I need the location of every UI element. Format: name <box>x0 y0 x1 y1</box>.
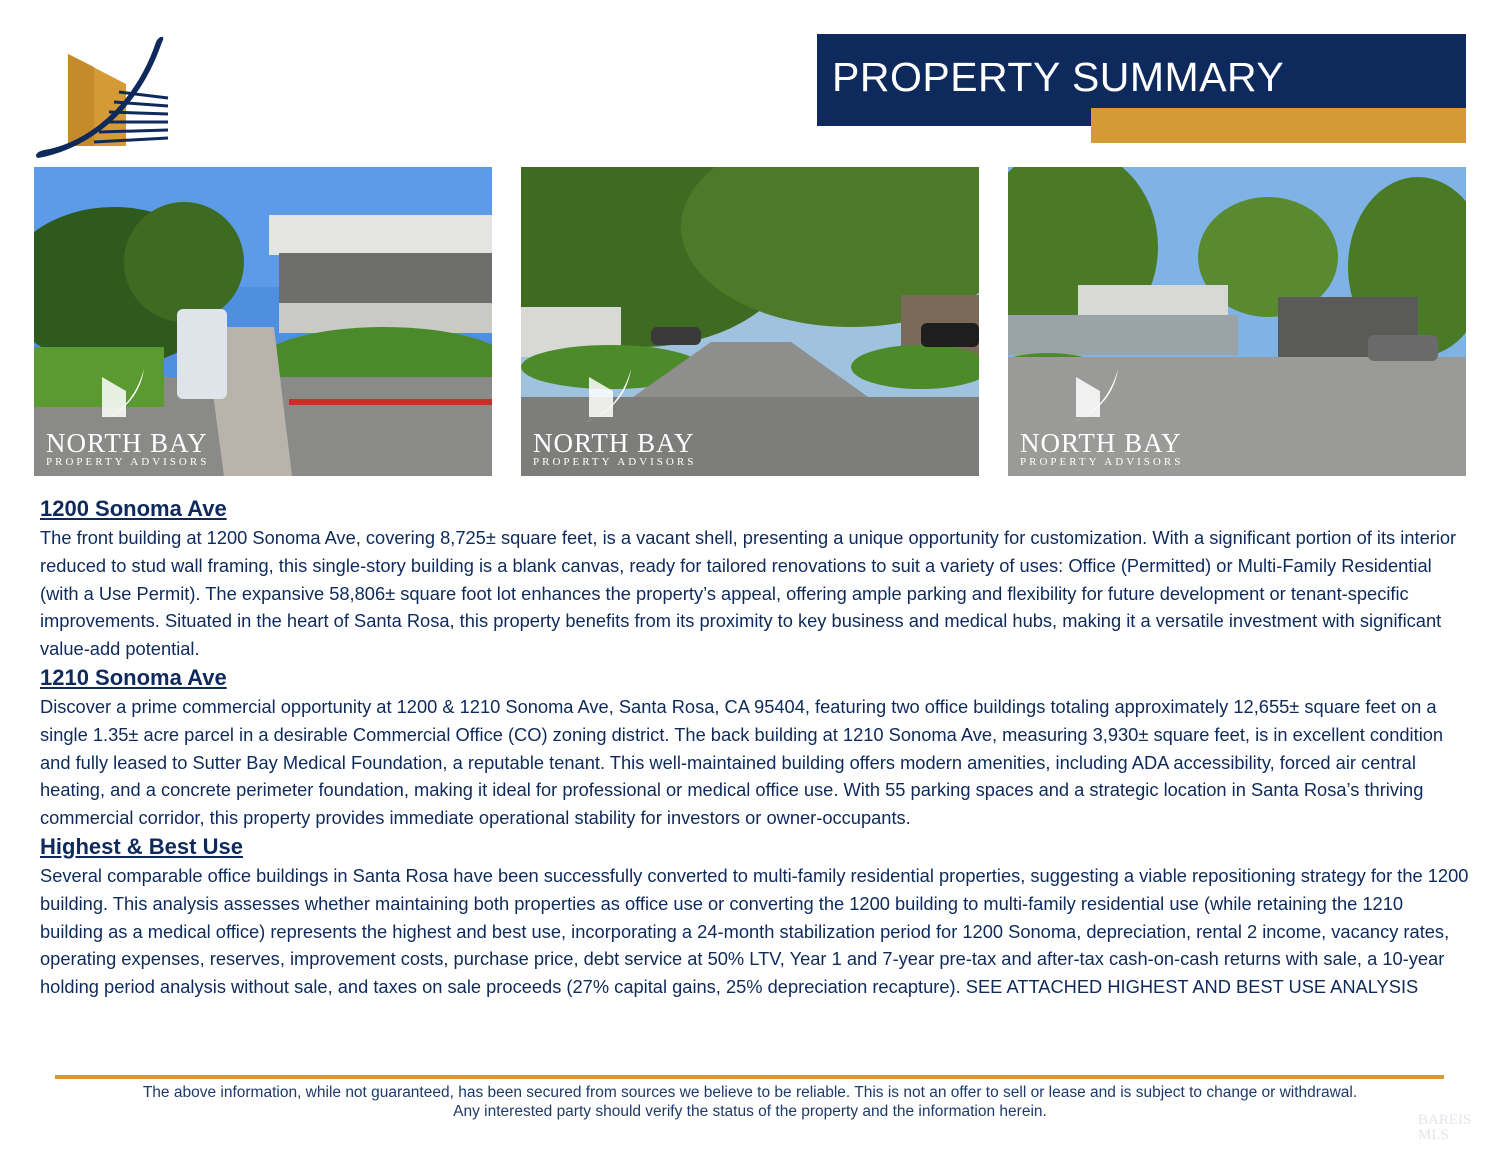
footer-divider <box>55 1075 1444 1079</box>
disclaimer-line-2: Any interested party should verify the status of the property and the information herein. <box>453 1103 1047 1120</box>
property-photo-2 <box>521 167 979 476</box>
property-photo-1 <box>34 167 492 476</box>
watermark-logo-icon <box>96 367 146 422</box>
watermark-logo-icon <box>1070 367 1120 422</box>
section-heading-1200-sonoma: 1200 Sonoma Ave <box>40 496 227 521</box>
watermark-logo-icon <box>583 367 633 422</box>
title-accent-bar <box>1091 108 1466 143</box>
summary-content <box>40 494 1470 1001</box>
page-title: PROPERTY SUMMARY <box>832 54 1285 100</box>
photo-watermark: NORTH BAY PROPERTY ADVISORS <box>533 428 697 468</box>
photo-watermark: NORTH BAY PROPERTY ADVISORS <box>46 428 210 468</box>
section-heading-highest-best-use: Highest & Best Use <box>40 833 243 859</box>
property-photo-3 <box>1008 167 1466 476</box>
footer-disclaimer <box>0 1083 1500 1121</box>
company-logo <box>34 34 174 164</box>
section-heading-1210-sonoma: 1210 Sonoma Ave <box>40 664 227 690</box>
section-body-1210-sonoma: Discover a prime commercial opportunity at 1200 & 1210 Sonoma Ave, Santa Rosa, CA 95404, featuring two office buildings totaling approximately 12,655± square feet on a single 1.35± acre parcel in a desirable Commercial Office (CO) zoning district. The back building at 1210 Sonoma Ave, measuring 3,930± square feet, is in excellent condition and fully leased to Sutter Bay Medical Foundation, a reputable tenant. This well-maintained building offers modern amenities, including ADA accessibility, forced air central heating, and a concrete perimeter foundation, making it ideal for professional or medical office use. With 55 parking spaces and a strategic location in Santa Rosa’s thriving commercial corridor, this property provides immediate operational stability for investors or owner-occupants. <box>40 695 1444 829</box>
section-body-1200-sonoma: The front building at 1200 Sonoma Ave, covering 8,725± square feet, is a vacant shell, presenting a unique opportunity for customization. With a significant portion of its interior reduced to stud wall framing, this single-story building is a blank canvas, ready for tailored renovations to suit a variety of uses: Office (Permitted) or Multi-Family Residential (with a Use Permit). The expansive 58,806± square foot lot enhances the property’s appeal, offering ample parking and flexibility for future development or tenant-specific improvements. Situated in the heart of Santa Rosa, this property benefits from its proximity to key business and medical hubs, making it a versatile investment with significant value-add potential. <box>40 527 1457 660</box>
disclaimer-line-1: The above information, while not guaranteed, has been secured from sources we believe to be reliable. This is not an offer to sell or lease and is subject to change or withdrawal. <box>142 1084 1358 1101</box>
section-body-highest-best-use: Several comparable office buildings in Santa Rosa have been successfully converted to multi-family residential properties, suggesting a viable repositioning strategy for the 1200 building. This analysis assesses whether maintaining both properties as office use or converting the 1200 building to multi-family residential use (while retaining the 1210 building as a medical office) represents the highest and best use, incorporating a 24-month stabilization period for 1200 Sonoma, depreciation, rental 2 income, vacancy rates, operating expenses, reserves, improvement costs, purchase price, debt service at 50% LTV, Year 1 and 7-year pre-tax and after-tax cash-on-cash returns with sale, a 10-year holding period analysis without sale, and taxes on sale proceeds (27% capital gains, 25% depreciation recapture). SEE ATTACHED HIGHEST AND BEST USE ANALYSIS <box>40 864 1469 998</box>
mls-badge: BAREIS MLS <box>1418 1112 1472 1143</box>
photo-watermark: NORTH BAY PROPERTY ADVISORS <box>1020 428 1184 468</box>
